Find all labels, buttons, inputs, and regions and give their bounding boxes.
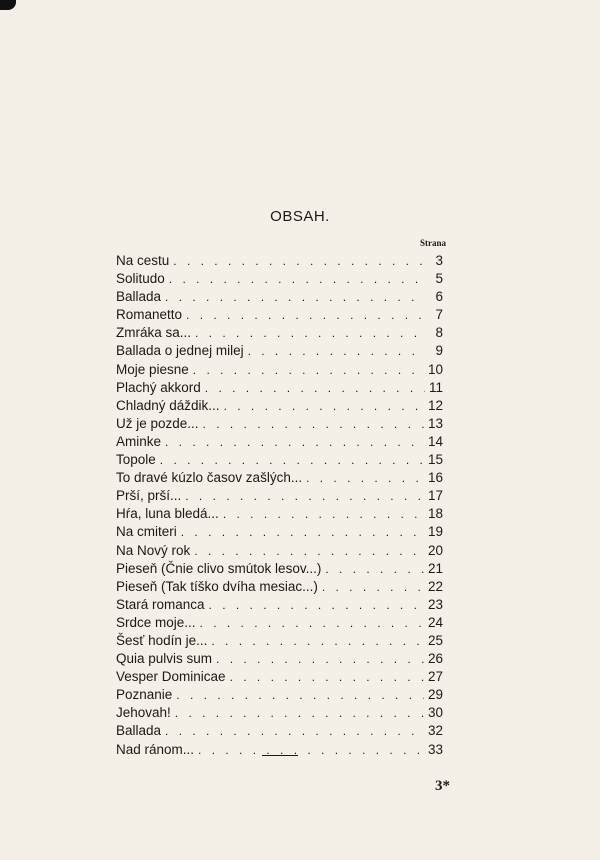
toc-entry-page: 7 [435,307,443,323]
ink-blot-mark [0,0,16,10]
toc-entry [116,668,443,686]
toc-entry [116,361,443,379]
toc-entry-title: Šesť hodín je... [116,632,208,648]
toc-entry-title: Poznanie [116,687,173,703]
page-title: OBSAH. [270,208,330,225]
toc-entry-title: Plachý akkord [116,379,201,395]
toc-entry-page: 21 [427,560,443,576]
dot-leader [203,415,424,433]
toc-entry-page: 30 [427,705,443,721]
toc-entry-title: Zmráka sa... [116,325,192,341]
toc-entry-page: 14 [427,433,443,449]
toc-entry-title: Quia pulvis sum [116,651,213,667]
dot-leader [200,614,424,632]
toc-entry [116,505,443,523]
dot-leader [169,270,425,288]
dot-leader [193,361,424,379]
toc-entry-title: Moje piesne [116,361,189,377]
toc-entry-page: 27 [427,669,443,685]
toc-entry-page: 17 [427,488,443,504]
dot-leader [173,252,425,270]
toc-entry-page: 13 [427,415,443,431]
dot-leader [211,632,424,650]
dot-leader [175,704,424,722]
toc-entry [116,306,443,324]
toc-entry-page: 5 [435,271,443,287]
toc-entry-title: Stará romanca [116,596,205,612]
toc-entry [116,397,443,415]
toc-entry-page: 10 [427,361,443,377]
toc-entry-title: Prší, prší... [116,488,182,504]
toc-entry-page: 23 [427,596,443,612]
toc-entry [116,342,443,360]
toc-entry-title: Vesper Dominicae [116,669,226,685]
dot-leader [306,469,424,487]
dot-leader [186,306,425,324]
toc-entry-page: 25 [427,632,443,648]
toc-entry [116,704,443,722]
dot-leader [209,596,424,614]
toc-entry [116,288,443,306]
toc-entry-page: 32 [427,723,443,739]
toc-entry-title: Topole [116,452,156,468]
toc-entry [116,614,443,632]
toc-entry-title: Na cestu [116,253,170,268]
dot-leader [248,342,425,360]
toc-entry [116,324,443,342]
dot-leader [176,686,424,704]
dot-leader [224,397,424,415]
toc-entry-page: 3 [435,253,443,268]
toc-entry-title: Chladný dáždik... [116,397,220,413]
toc-entry-title: Na Nový rok [116,542,191,558]
toc-entry-page: 26 [427,651,443,667]
toc-entry-page: 24 [427,614,443,630]
toc-entry-title: Aminke [116,433,162,449]
dot-leader [230,668,424,686]
divider-rule [262,755,298,756]
toc-entry-title: Hŕa, luna bledá... [116,506,219,522]
toc-entry-title: Pieseň (Tak tíško dvíha mesiac...) [116,578,318,594]
toc-entry [116,433,443,451]
toc-entry-title: Ballada [116,289,162,305]
toc-entry-title: Na cmiteri [116,524,177,540]
dot-leader [165,433,424,451]
toc-entry-title: Solitudo [116,271,165,287]
toc-entry [116,560,443,578]
toc-entry-title: Jehovah! [116,705,171,721]
toc-entry [116,379,443,397]
toc-entry-page: 33 [427,741,443,757]
dot-leader [216,650,424,668]
toc-entry-page: 11 [428,379,443,395]
dot-leader [223,505,424,523]
toc-entry [116,632,443,650]
toc-entry [116,451,443,469]
toc-entry-title: Romanetto [116,307,183,323]
toc-entry-page: 9 [435,343,443,359]
toc-entry-page: 20 [427,542,443,558]
toc-entry [116,578,443,596]
dot-leader [195,324,425,342]
toc-entry-title: Srdce moje... [116,614,196,630]
toc-entry-title: Ballada o jednej milej [116,343,244,359]
toc-entry-page: 22 [427,578,443,594]
toc-entry-title: Nad ránom... [116,741,195,757]
toc-entry [116,270,443,288]
toc-entry-title: Pieseň (Čnie clivo smútok lesov...) [116,560,322,576]
toc-entry-page: 29 [427,687,443,703]
dot-leader [165,288,425,306]
toc-entry-page: 6 [435,289,443,305]
page-number: 3* [435,778,450,794]
dot-leader [205,379,425,397]
toc-entry-title: To dravé kúzlo časov zašlých... [116,470,303,486]
toc-entry [116,469,443,487]
dot-leader [181,523,424,541]
toc-entry [116,542,443,560]
toc-entry-page: 8 [435,325,443,341]
toc-entry [116,686,443,704]
toc-entry [116,596,443,614]
table-of-contents [116,252,443,759]
dot-leader [322,578,424,596]
toc-entry-page: 18 [427,506,443,522]
toc-entry [116,252,443,270]
page-column-header: Strana [419,238,446,248]
dot-leader [194,542,424,560]
dot-leader [325,560,424,578]
toc-entry [116,487,443,505]
dot-leader [185,487,424,505]
toc-entry-title: Ballada [116,723,162,739]
toc-entry-page: 16 [427,470,443,486]
toc-entry-page: 15 [427,452,443,468]
dot-leader [198,741,424,759]
toc-entry [116,722,443,740]
toc-entry [116,650,443,668]
dot-leader [165,722,424,740]
toc-entry [116,523,443,541]
toc-entry-page: 12 [427,397,443,413]
toc-entry [116,415,443,433]
dot-leader [160,451,424,469]
toc-entry-title: Už je pozde... [116,415,199,431]
toc-entry-page: 19 [427,524,443,540]
